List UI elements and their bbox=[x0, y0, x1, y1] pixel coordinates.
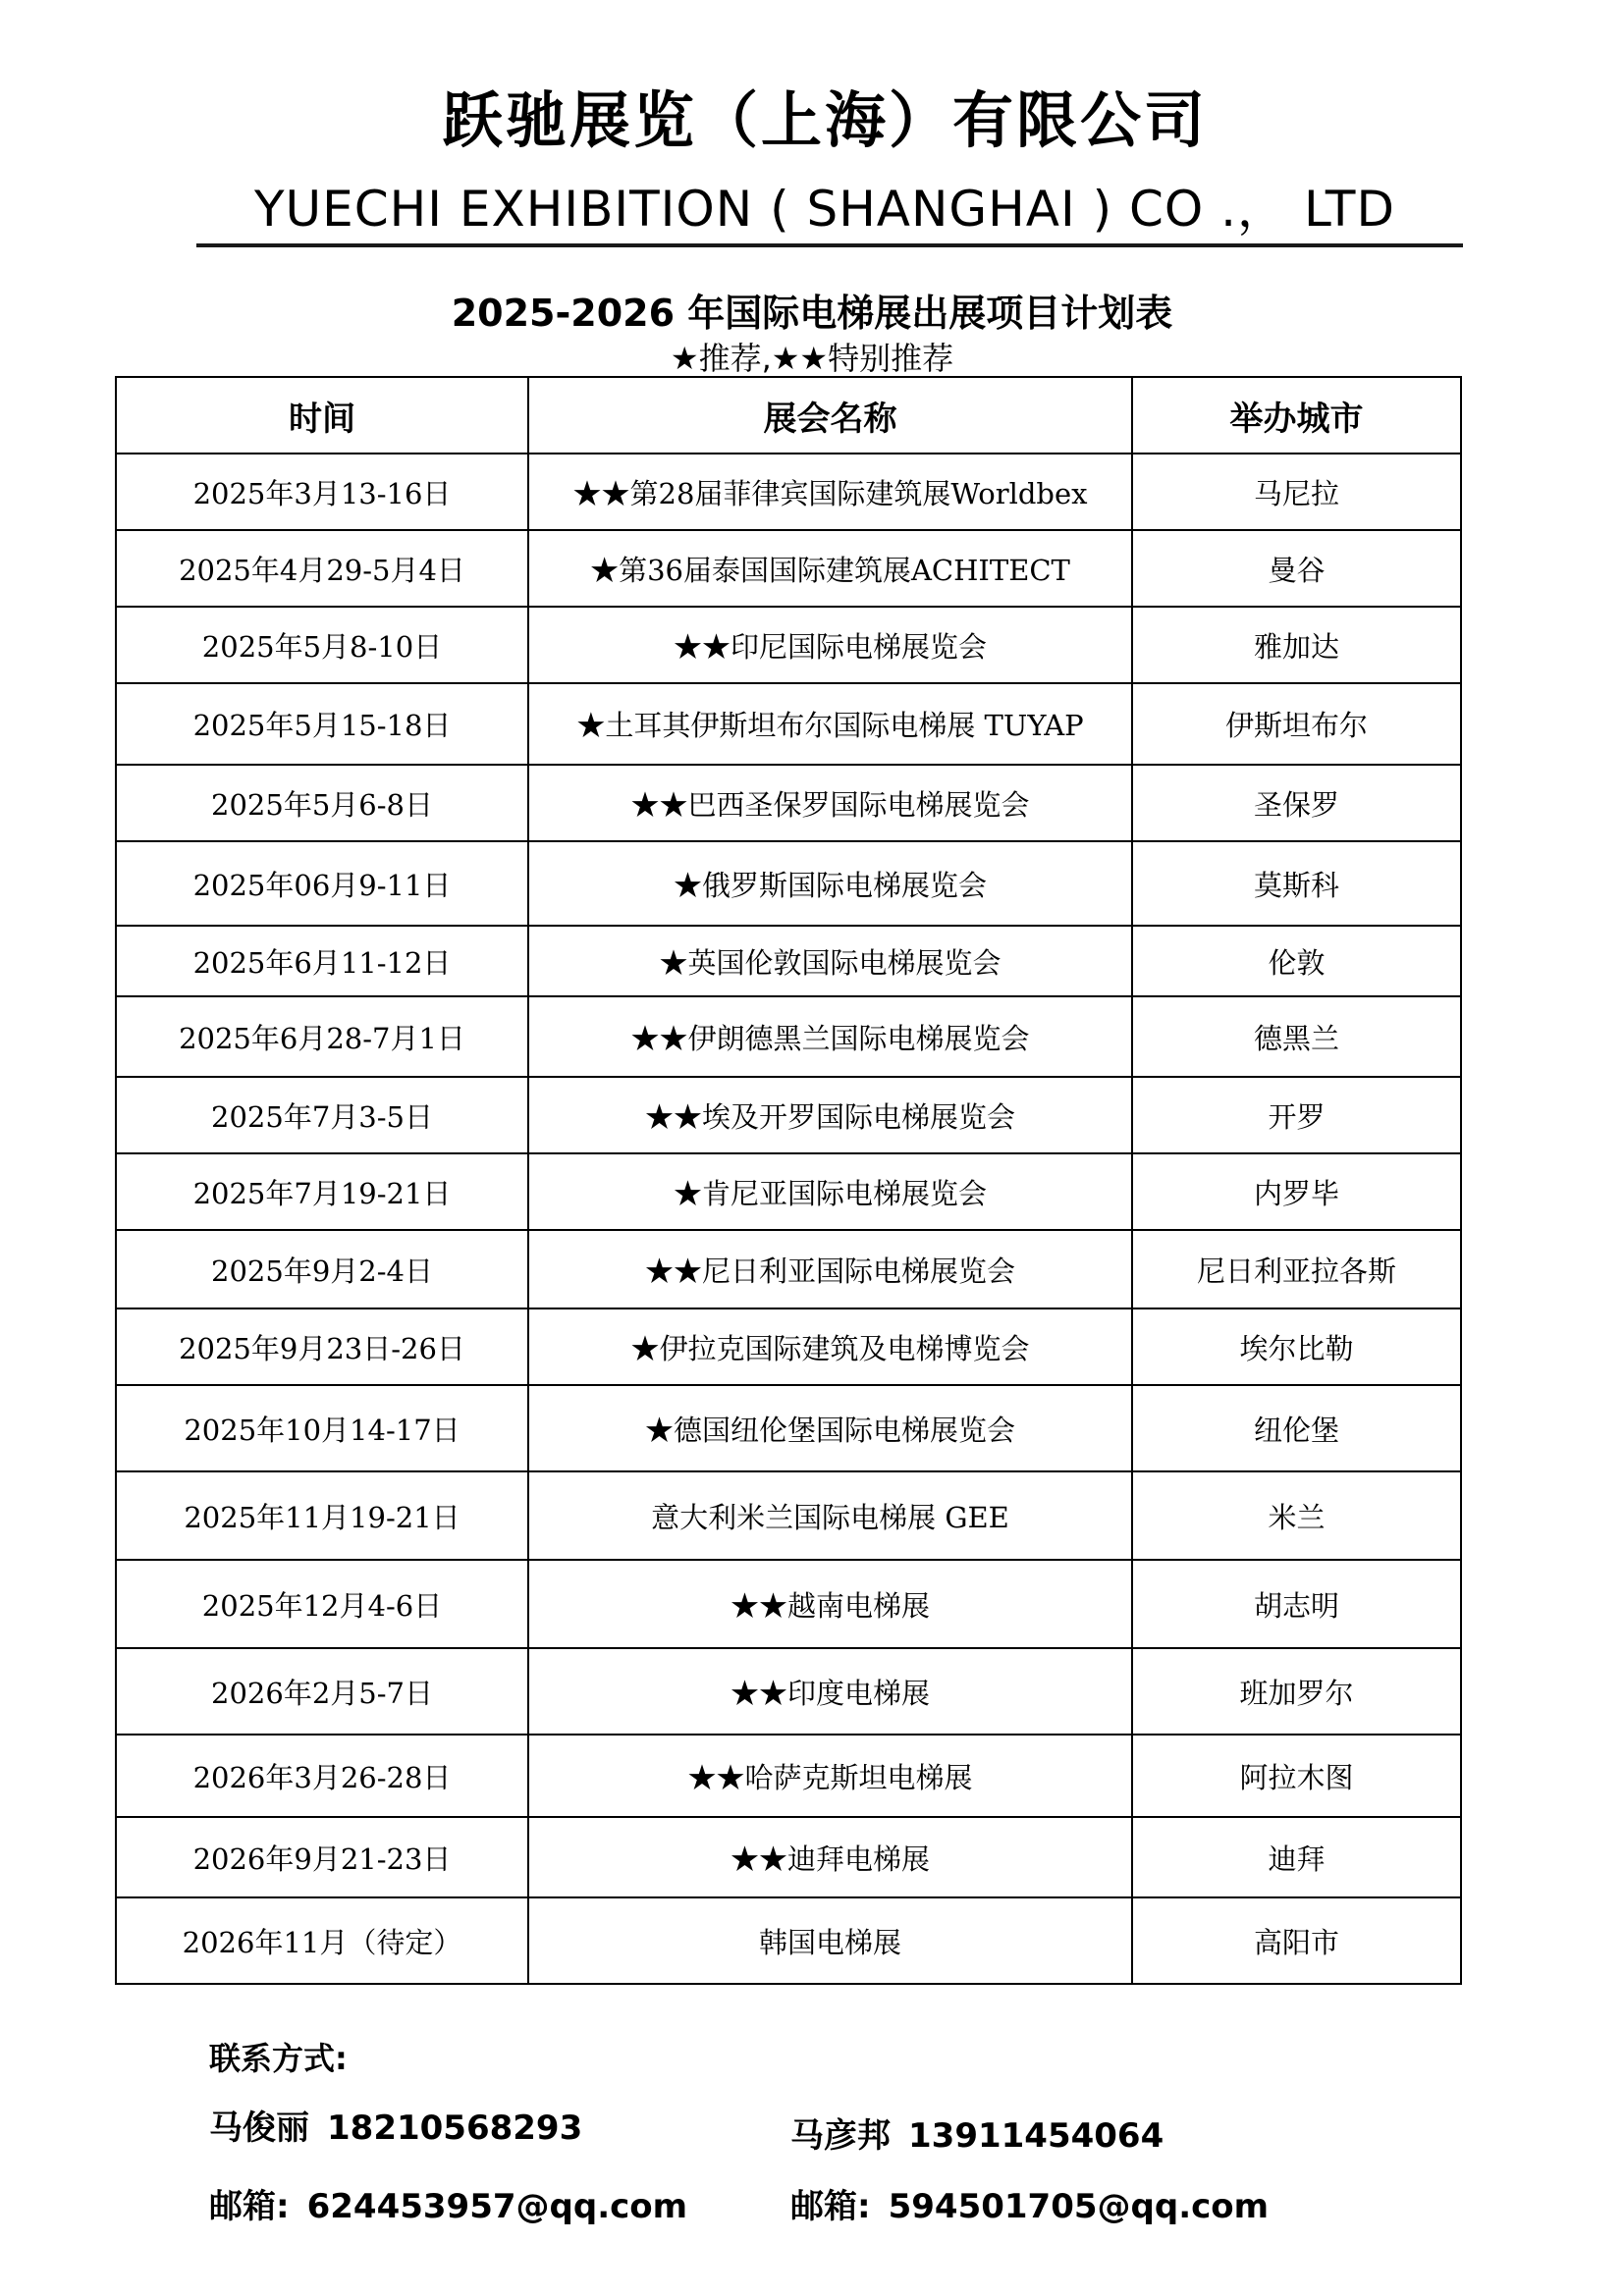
cell-exhibition-name: 韩国电梯展 bbox=[528, 1897, 1132, 1984]
table-row bbox=[116, 607, 1461, 683]
cell-date: 2026年3月26-28日 bbox=[116, 1735, 528, 1817]
table-row bbox=[116, 454, 1461, 530]
contact-name: 马俊丽 bbox=[209, 2109, 309, 2148]
contact-email: 594501705@qq.com bbox=[888, 2187, 1270, 2226]
exhibition-schedule-table bbox=[115, 376, 1462, 1985]
cell-exhibition-name: ★★伊朗德黑兰国际电梯展览会 bbox=[528, 996, 1132, 1077]
cell-exhibition-name: ★英国伦敦国际电梯展览会 bbox=[528, 926, 1132, 996]
cell-exhibition-name: ★★埃及开罗国际电梯展览会 bbox=[528, 1077, 1132, 1153]
cell-city: 德黑兰 bbox=[1132, 996, 1461, 1077]
cell-exhibition-name: ★第36届泰国国际建筑展ACHITECT bbox=[528, 530, 1132, 607]
table-row bbox=[116, 1230, 1461, 1308]
contact-1-name-phone bbox=[209, 2101, 582, 2149]
cell-city: 胡志明 bbox=[1132, 1560, 1461, 1648]
cell-city: 班加罗尔 bbox=[1132, 1648, 1461, 1735]
table-row bbox=[116, 1308, 1461, 1385]
cell-exhibition-name: ★★尼日利亚国际电梯展览会 bbox=[528, 1230, 1132, 1308]
contact-2-name-phone bbox=[790, 2109, 1164, 2157]
cell-date: 2026年2月5-7日 bbox=[116, 1648, 528, 1735]
table-row bbox=[116, 1735, 1461, 1817]
table-row bbox=[116, 841, 1461, 926]
contact-email: 624453957@qq.com bbox=[306, 2187, 688, 2226]
cell-exhibition-name: ★★哈萨克斯坦电梯展 bbox=[528, 1735, 1132, 1817]
cell-city: 圣保罗 bbox=[1132, 765, 1461, 841]
cell-city: 迪拜 bbox=[1132, 1817, 1461, 1897]
cell-date: 2025年5月15-18日 bbox=[116, 683, 528, 765]
table-row bbox=[116, 1153, 1461, 1230]
cell-city: 埃尔比勒 bbox=[1132, 1308, 1461, 1385]
company-header bbox=[196, 54, 1453, 250]
cell-date: 2025年4月29-5月4日 bbox=[116, 530, 528, 607]
contact-phone: 13911454064 bbox=[908, 2116, 1164, 2156]
company-name-cn: 跃驰展览（上海）有限公司 bbox=[441, 84, 1208, 156]
table-row bbox=[116, 996, 1461, 1077]
table-row bbox=[116, 1471, 1461, 1560]
cell-date: 2025年5月8-10日 bbox=[116, 607, 528, 683]
cell-city: 马尼拉 bbox=[1132, 454, 1461, 530]
table-row bbox=[116, 1817, 1461, 1897]
cell-exhibition-name: ★德国纽伦堡国际电梯展览会 bbox=[528, 1385, 1132, 1471]
cell-city: 尼日利亚拉各斯 bbox=[1132, 1230, 1461, 1308]
cell-date: 2025年6月28-7月1日 bbox=[116, 996, 528, 1077]
contact-name: 马彦邦 bbox=[790, 2116, 891, 2156]
cell-exhibition-name: ★★越南电梯展 bbox=[528, 1560, 1132, 1648]
cell-date: 2025年9月23日-26日 bbox=[116, 1308, 528, 1385]
cell-date: 2025年6月11-12日 bbox=[116, 926, 528, 996]
cell-exhibition-name: ★伊拉克国际建筑及电梯博览会 bbox=[528, 1308, 1132, 1385]
cell-city: 雅加达 bbox=[1132, 607, 1461, 683]
cell-exhibition-name: ★肯尼亚国际电梯展览会 bbox=[528, 1153, 1132, 1230]
cell-city: 米兰 bbox=[1132, 1471, 1461, 1560]
cell-date: 2025年9月2-4日 bbox=[116, 1230, 528, 1308]
cell-exhibition-name: ★★印尼国际电梯展览会 bbox=[528, 607, 1132, 683]
table-row bbox=[116, 683, 1461, 765]
cell-date: 2025年5月6-8日 bbox=[116, 765, 528, 841]
table-body bbox=[116, 454, 1461, 1984]
table-row bbox=[116, 765, 1461, 841]
cell-city: 纽伦堡 bbox=[1132, 1385, 1461, 1471]
cell-city: 开罗 bbox=[1132, 1077, 1461, 1153]
cell-city: 内罗毕 bbox=[1132, 1153, 1461, 1230]
cell-date: 2026年9月21-23日 bbox=[116, 1817, 528, 1897]
header-divider bbox=[196, 243, 1463, 247]
table-row bbox=[116, 926, 1461, 996]
cell-date: 2025年10月14-17日 bbox=[116, 1385, 528, 1471]
cell-exhibition-name: ★俄罗斯国际电梯展览会 bbox=[528, 841, 1132, 926]
company-name-en: YUECHI EXHIBITION ( SHANGHAI ) CO .， LTD bbox=[254, 181, 1395, 238]
cell-date: 2025年7月3-5日 bbox=[116, 1077, 528, 1153]
cell-date: 2025年06月9-11日 bbox=[116, 841, 528, 926]
contact-heading: 联系方式: bbox=[209, 2040, 348, 2077]
cell-date: 2025年3月13-16日 bbox=[116, 454, 528, 530]
cell-exhibition-name: ★★第28届菲律宾国际建筑展Worldbex bbox=[528, 454, 1132, 530]
cell-date: 2025年7月19-21日 bbox=[116, 1153, 528, 1230]
cell-city: 高阳市 bbox=[1132, 1897, 1461, 1984]
table-row bbox=[116, 1648, 1461, 1735]
contact-1-email bbox=[209, 2179, 687, 2227]
cell-exhibition-name: ★★印度电梯展 bbox=[528, 1648, 1132, 1735]
cell-city: 伦敦 bbox=[1132, 926, 1461, 996]
cell-date: 2026年11月（待定） bbox=[116, 1897, 528, 1984]
contact-phone: 18210568293 bbox=[327, 2109, 583, 2148]
cell-date: 2025年12月4-6日 bbox=[116, 1560, 528, 1648]
table-header-row bbox=[116, 377, 1461, 454]
email-label: 邮箱: bbox=[209, 2187, 290, 2226]
document-title: 2025-2026 年国际电梯展出展项目计划表 bbox=[451, 292, 1173, 335]
column-header-city: 举办城市 bbox=[1132, 377, 1461, 454]
table-row bbox=[116, 530, 1461, 607]
cell-city: 曼谷 bbox=[1132, 530, 1461, 607]
column-header-date: 时间 bbox=[116, 377, 528, 454]
cell-exhibition-name: 意大利米兰国际电梯展 GEE bbox=[528, 1471, 1132, 1560]
table-row bbox=[116, 1897, 1461, 1984]
cell-date: 2025年11月19-21日 bbox=[116, 1471, 528, 1560]
table-row bbox=[116, 1077, 1461, 1153]
cell-city: 阿拉木图 bbox=[1132, 1735, 1461, 1817]
email-label: 邮箱: bbox=[790, 2187, 871, 2226]
rating-legend: ★推荐,★★特别推荐 bbox=[670, 340, 954, 377]
column-header-exhibition: 展会名称 bbox=[528, 377, 1132, 454]
cell-city: 莫斯科 bbox=[1132, 841, 1461, 926]
cell-exhibition-name: ★土耳其伊斯坦布尔国际电梯展 TUYAP bbox=[528, 683, 1132, 765]
cell-exhibition-name: ★★巴西圣保罗国际电梯展览会 bbox=[528, 765, 1132, 841]
table-row bbox=[116, 1385, 1461, 1471]
cell-city: 伊斯坦布尔 bbox=[1132, 683, 1461, 765]
table-row bbox=[116, 1560, 1461, 1648]
cell-exhibition-name: ★★迪拜电梯展 bbox=[528, 1817, 1132, 1897]
contact-2-email bbox=[790, 2179, 1269, 2227]
